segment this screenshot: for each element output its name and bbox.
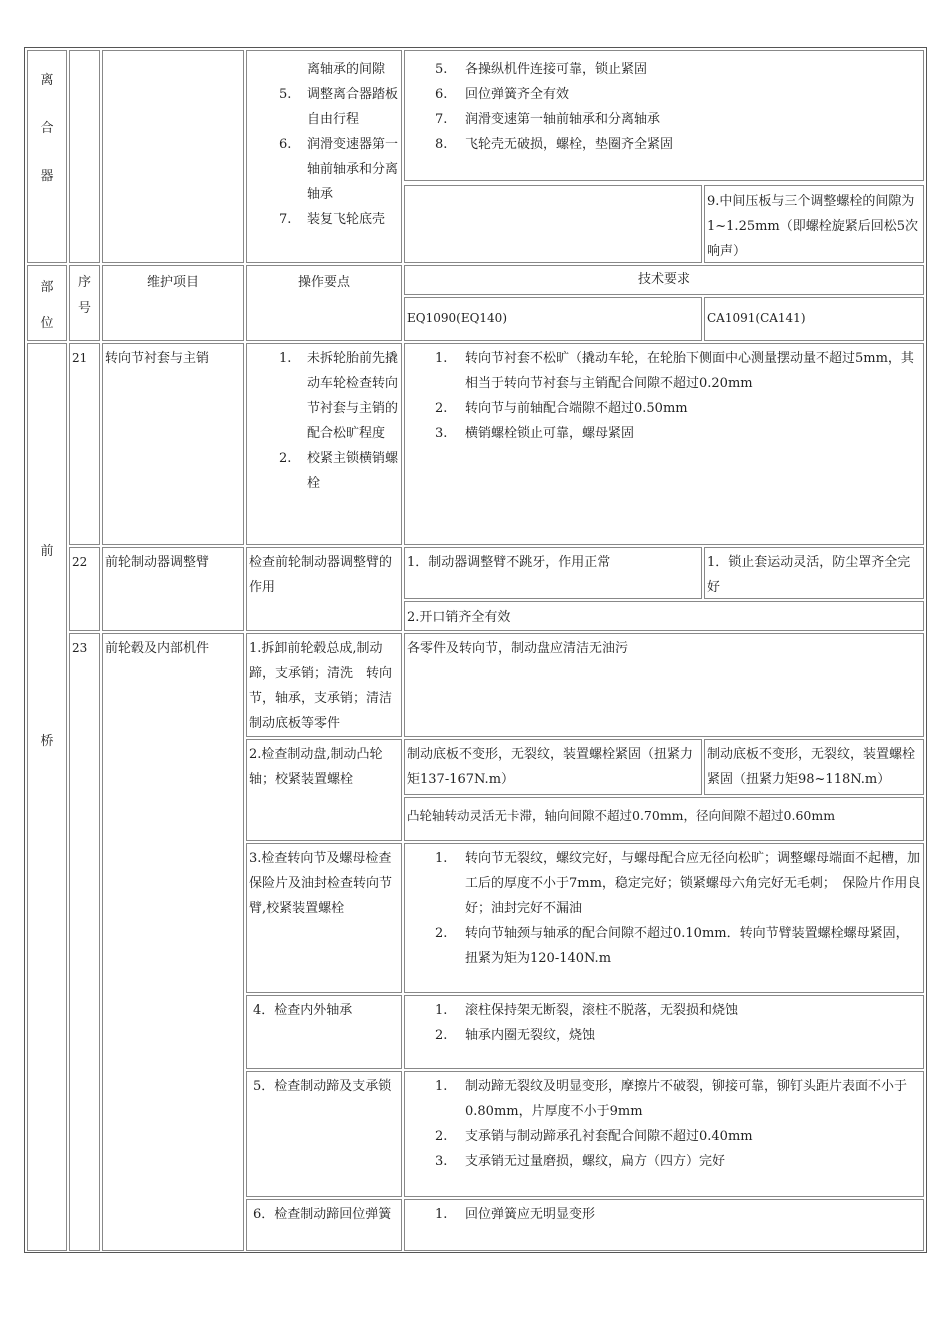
- row21-no-cell: [69, 343, 100, 545]
- row23-no-cell: [69, 633, 100, 1251]
- list-item: 5. 各操纵机件连接可靠，锁止紧固: [435, 62, 648, 77]
- row21-item-cell: [102, 343, 244, 545]
- header-ops-cell: [246, 265, 402, 341]
- row23-sub2-ca-cell: 制动底板不变形，无裂纹，装置螺栓紧固（扭紧力矩98~118N.m）: [704, 739, 924, 795]
- row-number: 22: [72, 555, 88, 569]
- list-item: 1. 转向节衬套不松旷（撬动车轮，在轮胎下侧面中心测量摆动量不超过5mm，其相当于转向节衬套与主销配合间隙不超过0.20mm: [435, 351, 914, 391]
- clutch-ops-cell: [246, 50, 402, 263]
- header-item-cell: [102, 265, 244, 341]
- clutch-item-cell: [102, 50, 244, 263]
- header-seq-cell: [69, 265, 100, 341]
- list-item: 2. 支承销与制动蹄承孔衬套配合间隙不超过0.40mm: [435, 1129, 753, 1144]
- clutch-part-cell: [27, 50, 67, 263]
- row23-sub3-req-list: [407, 846, 921, 971]
- row23-sub3-req-cell: [404, 843, 924, 993]
- row-number: 21: [72, 351, 88, 365]
- list-item: 1. 制动蹄无裂纹及明显变形，摩擦片不破裂，铆接可靠，铆钉头距片表面不小于0.80mm，片厚度不小于9mm: [435, 1079, 908, 1119]
- header-seq-char: 号: [77, 301, 91, 316]
- row-item-label: 前轮制动器调整臂: [105, 555, 210, 570]
- list-item: 1. 滚柱保持架无断裂，滚柱不脱落，无裂损和烧蚀: [435, 1003, 739, 1018]
- row-item-label: 转向节衬套与主销: [105, 351, 210, 366]
- row22-ops-cell: 检查前轮制动器调整臂的作用: [246, 547, 402, 631]
- row22-item-cell: [102, 547, 244, 631]
- header-tech-cell: [404, 265, 924, 295]
- row23-sub2-ops-cell: 2.检查制动盘,制动凸轮轴；校紧装置螺栓: [246, 739, 402, 841]
- header-tech-label: 技术要求: [637, 272, 690, 287]
- list-item: 6. 回位弹簧齐全有效: [435, 87, 570, 102]
- front-axle-part-char: 前: [40, 544, 54, 559]
- row23-sub5-ops-cell: 5．检查制动蹄及支承锁: [246, 1071, 402, 1197]
- front-axle-part-char: 桥: [40, 734, 54, 749]
- row23-sub6-req-cell: [404, 1199, 924, 1251]
- clutch-part-char: 合: [40, 121, 54, 136]
- list-item: 8. 飞轮壳无破损，螺栓，垫圈齐全紧固: [435, 137, 674, 152]
- header-item-label: 维护项目: [146, 275, 199, 290]
- row23-sub2-eq-cell: 制动底板不变形，无裂纹，装置螺栓紧固（扭紧力矩137-167N.m）: [404, 739, 702, 795]
- row22-ca-req-cell: 1．锁止套运动灵活，防尘罩齐全完好: [704, 547, 924, 599]
- header-ca-cell: [704, 297, 924, 341]
- maintenance-table: [24, 47, 927, 1253]
- list-item: 1. 转向节无裂纹，螺纹完好，与螺母配合应无径向松旷；调整螺母端面不起槽，加工后的厚度不小于7mm，稳定完好；锁紧螺母六角完好无毛刺； 保险片作用良好；油封完好不漏油: [435, 851, 921, 916]
- clutch-part-char: 器: [40, 169, 54, 184]
- list-item: 7. 装复飞轮底壳: [279, 212, 386, 227]
- list-item: 6. 润滑变速器第一轴前轴承和分离轴承: [279, 137, 399, 202]
- row22-common-req-cell: 2.开口销齐全有效: [404, 601, 924, 631]
- list-item: 2. 转向节轴颈与轴承的配合间隙不超过0.10mm．转向节臂装置螺栓螺母紧固，扭紧为矩为120-140N.m: [435, 926, 909, 966]
- clutch-ca-req-cell: 9.中间压板与三个调整螺栓的间隙为1~1.25mm（即螺栓旋紧后回松5次响声）: [704, 185, 924, 263]
- list-item: 5. 调整离合器踏板自由行程: [279, 87, 399, 127]
- row23-sub4-req-cell: [404, 995, 924, 1069]
- row23-sub1-ops-cell: 1.拆卸前轮毂总成,制动蹄，支承销；清洗 转向节，轴承，支承销；清洁制动底板等零件: [246, 633, 402, 737]
- front-axle-part-cell: [27, 343, 67, 1251]
- header-ca-label: CA1091(CA141): [707, 311, 806, 325]
- row21-req-cell: [404, 343, 924, 545]
- header-part-char: 位: [40, 316, 54, 331]
- row23-sub5-req-cell: [404, 1071, 924, 1197]
- list-item: 2. 校紧主锁横销螺栓: [279, 451, 399, 491]
- row23-sub6-req-list: [407, 1202, 921, 1227]
- list-item: 离轴承的间隙: [307, 62, 386, 77]
- row21-ops-cell: [246, 343, 402, 545]
- list-item: 1. 未拆轮胎前先撬动车轮检查转向节衬套与主销的配合松旷程度: [279, 351, 399, 441]
- row23-item-cell: [102, 633, 244, 1251]
- header-ops-label: 操作要点: [297, 275, 350, 290]
- list-item: 2. 轴承内圈无裂纹，烧蚀: [435, 1028, 596, 1043]
- list-item: 1. 回位弹簧应无明显变形: [435, 1207, 596, 1222]
- row23-sub6-ops-cell: 6．检查制动蹄回位弹簧: [246, 1199, 402, 1251]
- row22-eq-req-cell: 1．制动器调整臂不跳牙，作用正常: [404, 547, 702, 599]
- list-item: 2. 转向节与前轴配合端隙不超过0.50mm: [435, 401, 688, 416]
- clutch-seq-cell: [69, 50, 100, 263]
- list-item: 3. 横销螺栓锁止可靠，螺母紧固: [435, 426, 635, 441]
- row23-sub1-req-cell: 各零件及转向节，制动盘应清洁无油污: [404, 633, 924, 737]
- header-part-cell: [27, 265, 67, 341]
- list-item: 7. 润滑变速第一轴前轴承和分离轴承: [435, 112, 661, 127]
- row21-req-list: [407, 346, 921, 446]
- clutch-ops-list: [249, 57, 399, 232]
- row23-sub3-ops-cell: 3.检查转向节及螺母检查保险片及油封检查转向节臂,校紧装置螺栓: [246, 843, 402, 993]
- list-item: 3. 支承销无过量磨损，螺纹，扁方（四方）完好: [435, 1154, 726, 1169]
- row-item-label: 前轮毂及内部机件: [105, 641, 210, 656]
- header-eq-cell: [404, 297, 702, 341]
- header-part-char: 部: [40, 280, 54, 295]
- row23-sub4-req-list: [407, 998, 921, 1048]
- clutch-eq-extra-cell: [404, 185, 702, 263]
- row23-sub4-ops-cell: 4．检查内外轴承: [246, 995, 402, 1069]
- row-number: 23: [72, 641, 88, 655]
- header-eq-label: EQ1090(EQ140): [407, 311, 508, 325]
- row23-sub2-common-cell: 凸轮轴转动灵活无卡滞，轴向间隙不超过0.70mm，径向间隙不超过0.60mm: [404, 797, 924, 841]
- row22-no-cell: [69, 547, 100, 631]
- clutch-req-list: [407, 57, 921, 157]
- row23-sub5-req-list: [407, 1074, 921, 1174]
- clutch-part-char: 离: [40, 73, 54, 88]
- header-seq-char: 序: [77, 275, 91, 290]
- clutch-req-cell: [404, 50, 924, 181]
- row21-ops-list: [249, 346, 399, 496]
